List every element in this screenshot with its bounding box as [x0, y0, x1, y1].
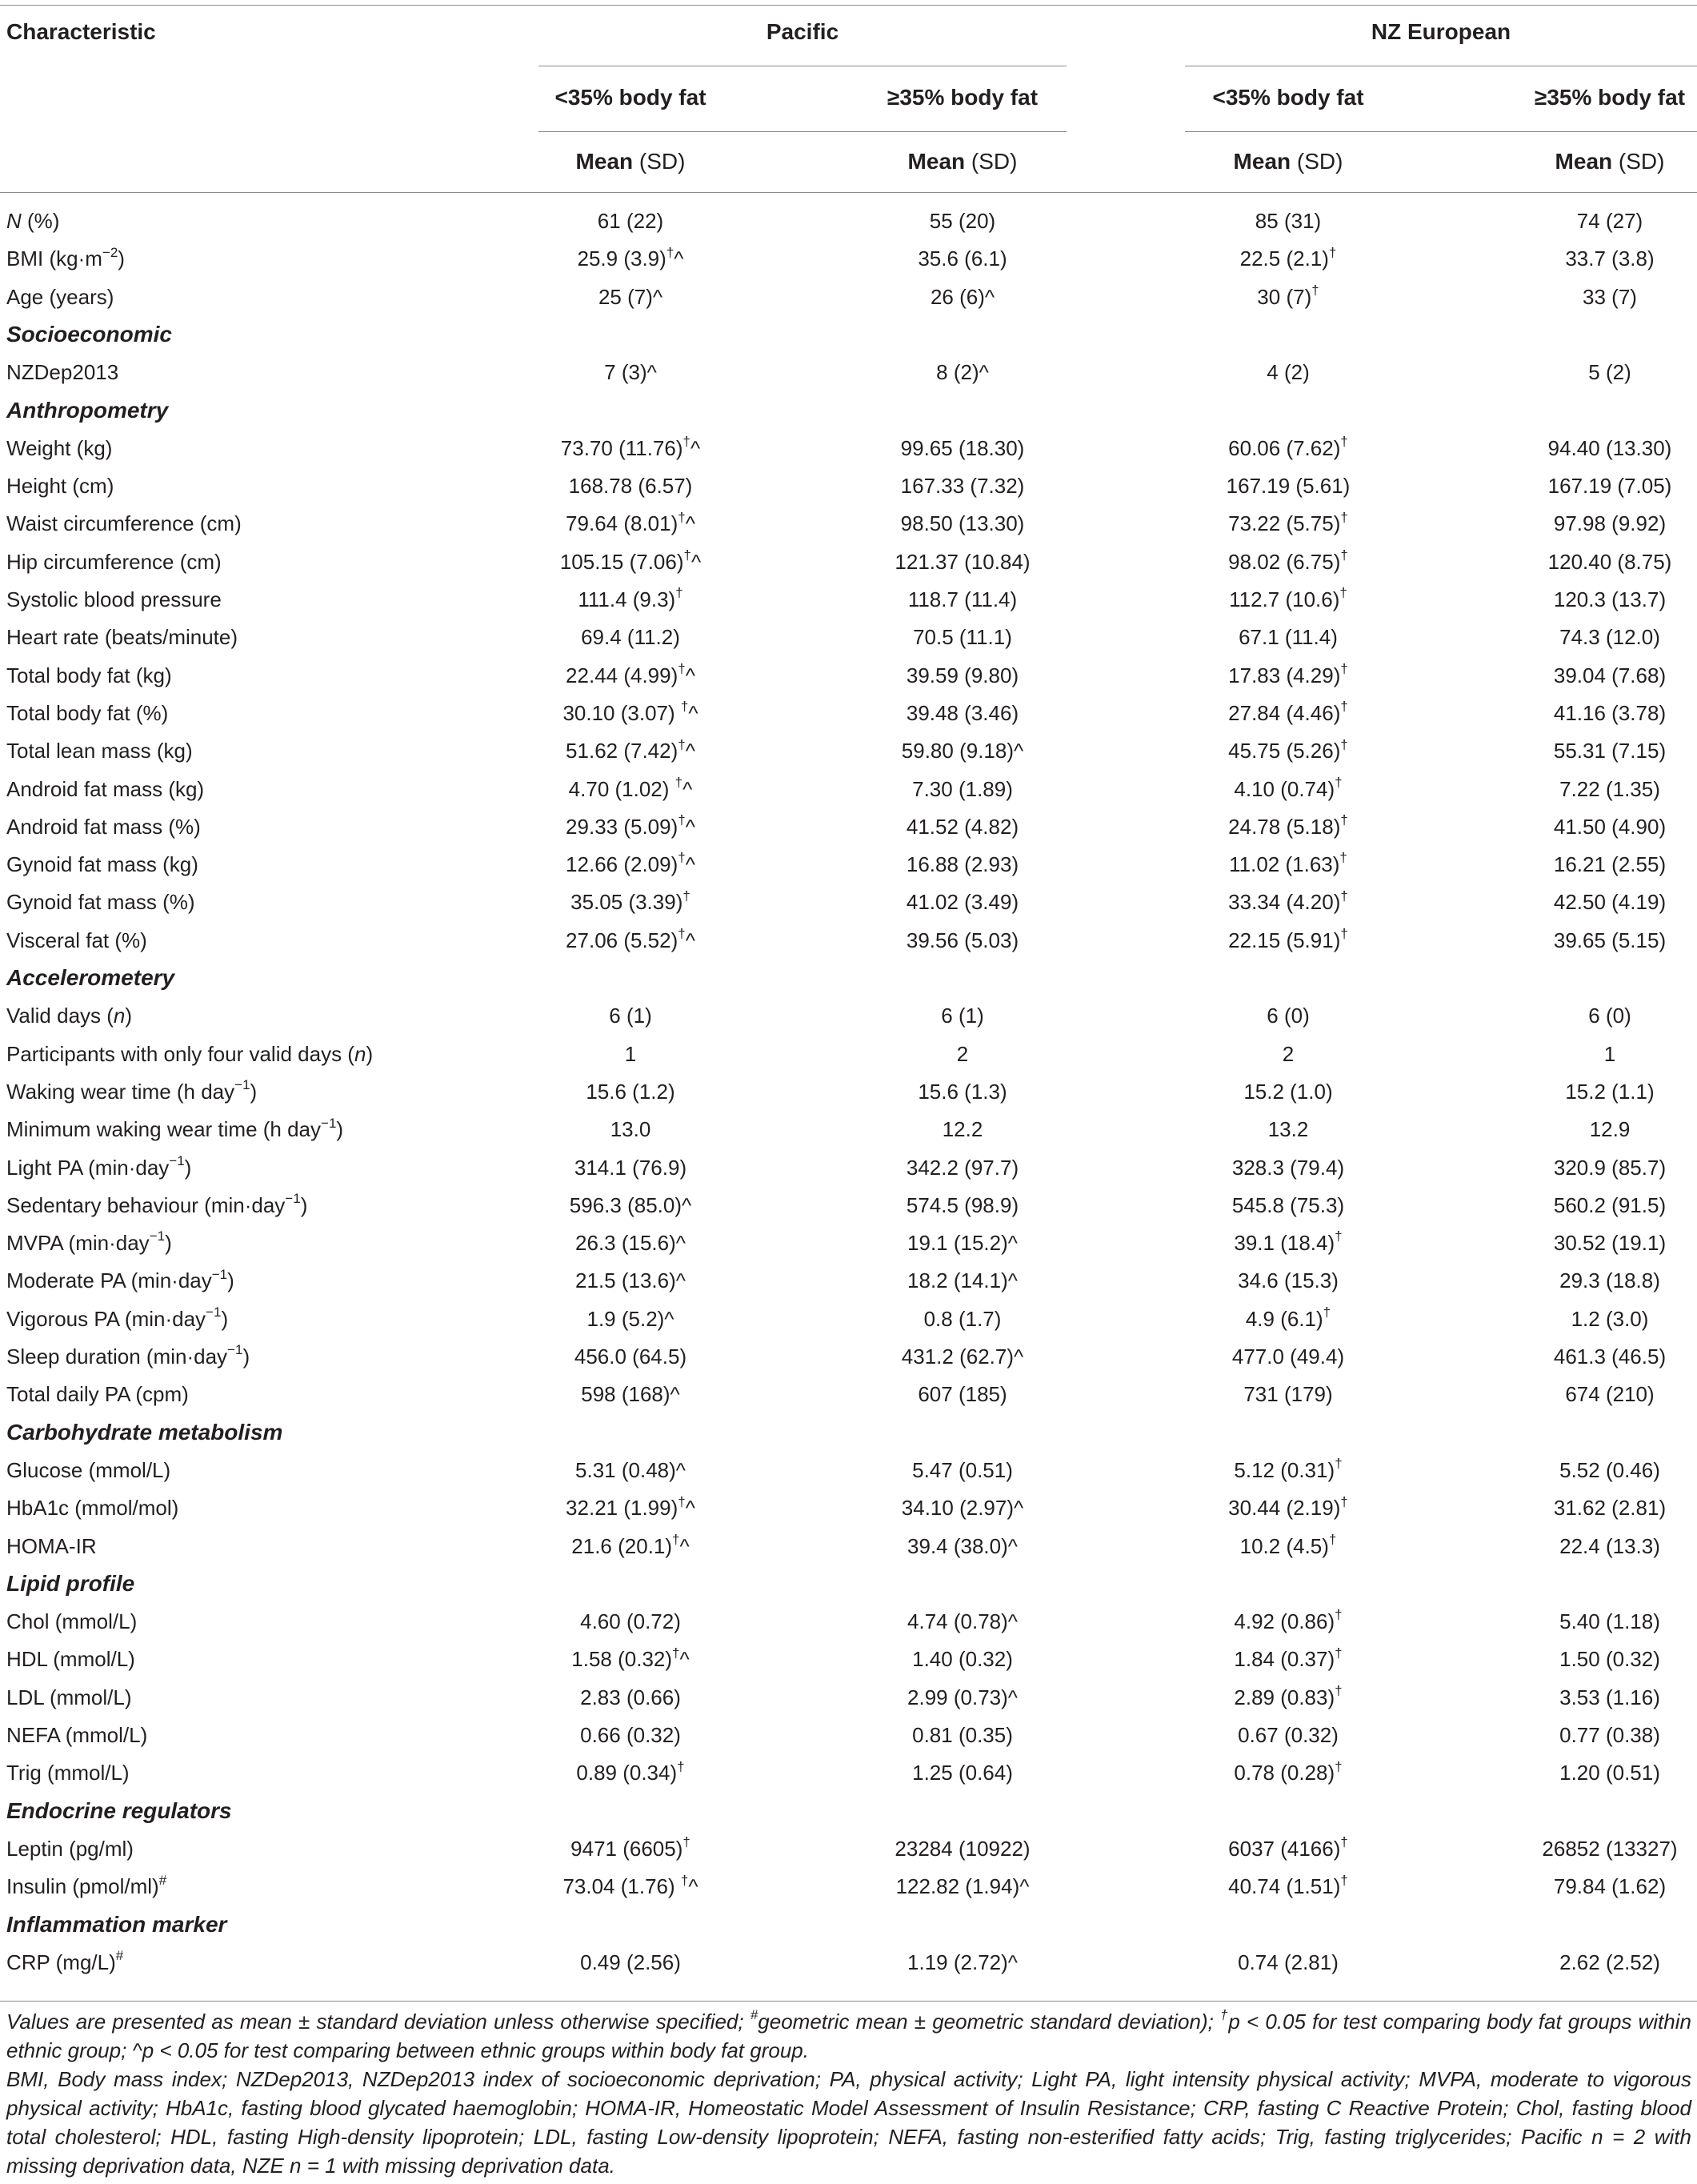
table-cell: 33 (7) [1583, 284, 1637, 309]
table-cell: 0.74 (2.81) [1238, 1950, 1339, 1974]
table-cell: 4.74 (0.78)^ [907, 1609, 1018, 1634]
table-cell: 0.81 (0.35) [912, 1723, 1013, 1747]
table-cell: 121.37 (10.84) [895, 549, 1031, 574]
row-label: Chol (mmol/L) [6, 1609, 138, 1634]
table-cell: 21.6 (20.1)†^ [571, 1531, 690, 1558]
row-label: Total lean mass (kg) [6, 739, 193, 763]
table-cell: 6 (1) [941, 1004, 984, 1028]
table-cell: 4.10 (0.74)† [1234, 774, 1343, 801]
table-cell: 112.7 (10.6)† [1229, 585, 1347, 611]
row-label: CRP (mg/L)# [6, 1948, 124, 1974]
stat-sub: (SD) [971, 149, 1018, 174]
table-cell: 1.58 (0.32)†^ [571, 1645, 690, 1672]
table-cell: 1.25 (0.64) [912, 1761, 1013, 1785]
table-cell: 1 [1603, 1041, 1616, 1066]
top-rule [0, 5, 1697, 6]
table-cell: 1.84 (0.37)† [1234, 1645, 1343, 1672]
row-label: Height (cm) [6, 474, 114, 499]
table-cell: 120.40 (8.75) [1547, 549, 1672, 574]
row-label: Android fat mass (%) [6, 814, 201, 839]
table-cell: 39.65 (5.15) [1553, 928, 1667, 952]
subgroup-header: ≥35% body fat [1534, 85, 1686, 110]
table-cell: 61 (22) [597, 209, 664, 233]
row-label: HbA1c (mmol/mol) [6, 1496, 179, 1521]
table-cell: 39.1 (18.4)† [1234, 1228, 1343, 1256]
table-cell: 35.05 (3.39)† [570, 888, 690, 915]
row-label: Sedentary behaviour (min·day$^{-1}$) [6, 1191, 308, 1217]
table-cell: 35.6 (6.1) [918, 246, 1007, 271]
table-cell: 15.6 (1.3) [918, 1079, 1007, 1104]
stat-sub: (SD) [1618, 149, 1665, 174]
table-cell: 0.66 (0.32) [580, 1723, 681, 1747]
table-cell: 7.30 (1.89) [912, 776, 1013, 801]
group-header-pacific: Pacific [766, 19, 839, 44]
row-label: Leptin (pg/ml) [6, 1836, 134, 1861]
table-cell: 8 (2)^ [936, 360, 989, 385]
stat-header [1555, 147, 1665, 176]
group-header-nz-european: NZ European [1371, 19, 1511, 44]
table-cell: 431.2 (62.7)^ [901, 1344, 1024, 1369]
pacific-subgroup-rule [538, 131, 1067, 132]
table-cell: 9471 (6605)† [570, 1834, 690, 1861]
footnote-values: Values are presented as mean ± standard deviation unless otherwise specified; #geometric mean ± geometric standard deviation); †p < 0.05 for test comparing body fat groups within ethnic group; ^p < 0.05 for test comparing between ethnic groups within body fat group. [6, 2007, 1691, 2062]
table-cell: 328.3 (79.4) [1231, 1155, 1345, 1180]
table-cell: 314.1 (76.9) [574, 1155, 687, 1180]
row-label: Total body fat (%) [6, 700, 169, 725]
table-cell: 79.84 (1.62) [1553, 1874, 1667, 1899]
table-cell: 111.4 (9.3)† [578, 585, 683, 611]
table-cell: 7.22 (1.35) [1559, 776, 1660, 801]
table-cell: 168.78 (6.57) [568, 474, 693, 499]
section-heading: Anthropometry [6, 397, 169, 423]
row-label: NZDep2013 [6, 360, 119, 385]
table-cell: 15.6 (1.2) [586, 1079, 675, 1104]
stat-header [576, 147, 686, 176]
section-heading: Inflammation marker [6, 1911, 227, 1937]
table-cell: 167.19 (7.05) [1547, 474, 1672, 499]
table-cell: 74.3 (12.0) [1559, 625, 1660, 650]
table-cell: 15.2 (1.0) [1243, 1079, 1333, 1104]
table-cell: 27.06 (5.52)†^ [566, 926, 695, 952]
row-label: Total body fat (kg) [6, 663, 172, 687]
table-cell: 30.52 (19.1) [1553, 1231, 1667, 1256]
table-cell: 4.70 (1.02) †^ [568, 774, 693, 801]
table-cell: 12.9 [1589, 1117, 1631, 1142]
table-cell: 5.31 (0.48)^ [575, 1457, 686, 1482]
row-label: Total daily PA (cpm) [6, 1382, 189, 1407]
row-label: Participants with only four valid days (n) [6, 1041, 374, 1066]
table-cell: 2.83 (0.66) [580, 1685, 681, 1709]
stat-sub: (SD) [1296, 149, 1343, 174]
table-cell: 27.84 (4.46)† [1228, 699, 1348, 725]
header-bottom-rule [0, 192, 1697, 193]
table-cell: 105.15 (7.06)†^ [559, 547, 702, 574]
table-cell: 731 (179) [1243, 1382, 1333, 1407]
table-cell: 5.47 (0.51) [912, 1457, 1013, 1482]
row-label: Minimum waking wear time (h day$^{-1}$) [6, 1115, 344, 1142]
table-cell: 596.3 (85.0)^ [569, 1192, 692, 1217]
table-cell: 1.40 (0.32) [912, 1647, 1013, 1672]
table-cell: 23284 (10922) [895, 1836, 1031, 1861]
table-cell: 0.89 (0.34)† [576, 1758, 685, 1785]
table-cell: 674 (210) [1565, 1382, 1655, 1407]
row-label: Waist circumference (cm) [6, 511, 242, 536]
table-cell: 30 (7)† [1257, 282, 1319, 309]
table-cell: 70.5 (11.1) [913, 625, 1012, 650]
stat-main: Mean [907, 149, 966, 174]
table-cell: 2.99 (0.73)^ [907, 1685, 1018, 1709]
table-cell: 73.70 (11.76)†^ [560, 434, 701, 460]
row-label: Heart rate (beats/minute) [6, 625, 238, 650]
table-cell: 2 [1282, 1041, 1295, 1066]
table-cell: 3.53 (1.16) [1559, 1685, 1660, 1709]
table-cell: 2 [956, 1041, 969, 1066]
table-cell: 33.34 (4.20)† [1228, 888, 1348, 915]
section-heading: Carbohydrate metabolism [6, 1419, 283, 1445]
subgroup-header: <35% body fat [1212, 85, 1364, 110]
table-cell: 26 (6)^ [930, 284, 995, 309]
table-cell: 29.3 (18.8) [1559, 1268, 1660, 1293]
table-cell: 98.02 (6.75)† [1228, 547, 1348, 574]
table-cell: 1.20 (0.51) [1559, 1761, 1660, 1785]
table-cell: 545.8 (75.3) [1231, 1192, 1345, 1217]
table-cell: 94.40 (13.30) [1547, 435, 1672, 460]
row-label: Sleep duration (min·day$^{-1}$) [6, 1342, 250, 1369]
table-cell: 18.2 (14.1)^ [907, 1268, 1018, 1293]
table-cell: 16.21 (2.55) [1553, 852, 1667, 877]
table-cell: 2.89 (0.83)† [1234, 1683, 1343, 1709]
table-cell: 22.4 (13.3) [1559, 1533, 1660, 1558]
table-cell: 30.44 (2.19)† [1228, 1493, 1348, 1521]
table-footnotes [6, 2007, 1691, 2180]
table-cell: 0.67 (0.32) [1238, 1723, 1339, 1747]
table-cell: 0.77 (0.38) [1559, 1723, 1660, 1747]
table-cell: 10.2 (4.5)† [1239, 1531, 1337, 1558]
table-cell: 26.3 (15.6)^ [575, 1231, 686, 1256]
subgroup-header: <35% body fat [554, 85, 706, 110]
table-cell: 73.22 (5.75)† [1228, 509, 1348, 536]
stat-header [1234, 147, 1343, 176]
table-cell: 1 [624, 1041, 637, 1066]
table-cell: 167.33 (7.32) [900, 474, 1025, 499]
row-label: Glucose (mmol/L) [6, 1457, 171, 1482]
row-label: BMI $(kg\cdot m^{-2})$ [6, 244, 125, 271]
row-label: HDL (mmol/L) [6, 1647, 135, 1672]
section-heading: Endocrine regulators [6, 1797, 232, 1823]
table-cell: 39.48 (3.46) [906, 700, 1019, 725]
table-cell: 5.12 (0.31)† [1234, 1456, 1343, 1482]
row-label: Waking wear time (h day$^{-1}$) [6, 1077, 258, 1104]
table-cell: 574.5 (98.9) [906, 1192, 1019, 1217]
table-cell: 342.2 (97.7) [906, 1155, 1019, 1180]
table-cell: 45.75 (5.26)† [1228, 736, 1348, 763]
table-cell: 69.4 (11.2) [581, 625, 680, 650]
row-label: Vigorous PA (min·day$^{-1}$) [6, 1304, 229, 1331]
table-cell: 30.10 (3.07) †^ [562, 699, 698, 725]
table-cell: 41.52 (4.82) [906, 814, 1019, 839]
section-heading: Accelerometery [6, 965, 175, 990]
table-cell: 55.31 (7.15) [1553, 739, 1667, 763]
table-cell: 22.44 (4.99)†^ [566, 660, 695, 687]
row-label: N (%) [6, 209, 60, 233]
characteristic-header: Characteristic [6, 19, 156, 44]
row-label: Android fat mass (kg) [6, 776, 205, 801]
table-cell: 0.49 (2.56) [580, 1950, 681, 1974]
stat-main: Mean [1233, 149, 1291, 174]
table-cell: 39.56 (5.03) [906, 928, 1019, 952]
table-cell: 1.50 (0.32) [1559, 1647, 1660, 1672]
table-cell: 5 (2) [1588, 360, 1631, 385]
table-cell: 5.52 (0.46) [1559, 1457, 1660, 1482]
table-cell: 598 (168)^ [581, 1382, 680, 1407]
table-cell: 607 (185) [918, 1382, 1007, 1407]
stat-sub: (SD) [638, 149, 686, 174]
table-cell: 40.74 (1.51)† [1228, 1872, 1348, 1899]
table-cell: 13.2 [1267, 1117, 1309, 1142]
table-cell: 7 (3)^ [604, 360, 657, 385]
table-cell: 6037 (4166)† [1228, 1834, 1348, 1861]
table-cell: 13.0 [610, 1117, 651, 1142]
table-cell: 26852 (13327) [1542, 1836, 1678, 1861]
table-cell: 59.80 (9.18)^ [901, 739, 1024, 763]
table-cell: 0.8 (1.7) [923, 1306, 1002, 1331]
row-label: Light PA (min·day$^{-1}$) [6, 1152, 192, 1180]
row-label: Insulin (pmol/ml)# [6, 1872, 167, 1899]
table-cell: 41.50 (4.90) [1553, 814, 1667, 839]
table-cell: 6 (0) [1267, 1004, 1310, 1028]
table-cell: 31.62 (2.81) [1553, 1496, 1667, 1521]
table-cell: 16.88 (2.93) [906, 852, 1019, 877]
row-label: LDL (mmol/L) [6, 1685, 132, 1709]
table-cell: 34.10 (2.97)^ [901, 1496, 1024, 1521]
table-cell: 98.50 (13.30) [900, 511, 1025, 536]
table-cell: 42.50 (4.19) [1553, 890, 1667, 915]
table-cell: 6 (1) [609, 1004, 652, 1028]
table-cell: 4.60 (0.72) [580, 1609, 681, 1634]
table-cell: 29.33 (5.09)†^ [566, 812, 695, 839]
table-cell: 41.16 (3.78) [1553, 700, 1667, 725]
table-cell: 34.6 (15.3) [1238, 1268, 1339, 1293]
table-cell: 67.1 (11.4) [1239, 625, 1338, 650]
table-cell: 41.02 (3.49) [906, 890, 1019, 915]
section-heading: Lipid profile [6, 1570, 135, 1596]
stat-main: Mean [575, 149, 634, 174]
table-cell: 560.2 (91.5) [1553, 1192, 1667, 1217]
table-cell: 2.62 (2.52) [1559, 1950, 1660, 1974]
table-cell: 22.15 (5.91)† [1228, 926, 1348, 952]
footnote-abbreviations: BMI, Body mass index; NZDep2013, NZDep2013 index of socioeconomic deprivation; PA, physical activity; Light PA, light intensity physical activity; MVPA, moderate to vigorous physical activity; HbA1c, fasting blood glycated haemoglobin; HOMA-IR, Homeostatic Model Assessment of Insulin Resistance; CRP, fasting C Reactive Protein; Chol, fasting blood total cholesterol; HDL, fasting High-density lipoprotein; LDL, fasting Low-density lipoprotein; NEFA, fasting non-esterified fatty acids; Trig, fasting triglycerides; Pacific n = 2 with missing deprivation data, NZE n = 1 with missing deprivation data. [6, 2067, 1691, 2178]
section-heading: Socioeconomic [6, 321, 172, 347]
stat-main: Mean [1555, 149, 1613, 174]
table-cell: 79.64 (8.01)†^ [566, 509, 695, 536]
row-label: Gynoid fat mass (kg) [6, 852, 198, 877]
table-cell: 99.65 (18.30) [900, 435, 1025, 460]
table-cell: 39.59 (9.80) [906, 663, 1019, 687]
table-cell: 1.19 (2.72)^ [907, 1950, 1018, 1974]
row-label: Hip circumference (cm) [6, 549, 222, 574]
table-cell: 5.40 (1.18) [1559, 1609, 1660, 1634]
table-cell: 51.62 (7.42)†^ [566, 736, 695, 763]
table-cell: 21.5 (13.6)^ [575, 1268, 686, 1293]
table-cell: 11.02 (1.63)† [1229, 850, 1347, 877]
table-cell: 456.0 (64.5) [574, 1344, 687, 1369]
table-cell: 33.7 (3.8) [1565, 246, 1655, 271]
table-cell: 1.2 (3.0) [1571, 1306, 1649, 1331]
table-cell: 167.19 (5.61) [1226, 474, 1351, 499]
table-bottom-rule [0, 2001, 1697, 2002]
table-cell: 15.2 (1.1) [1565, 1079, 1655, 1104]
table-cell: 39.04 (7.68) [1553, 663, 1667, 687]
table-cell: 461.3 (46.5) [1553, 1344, 1667, 1369]
row-label: Gynoid fat mass (%) [6, 890, 195, 915]
table-cell: 6 (0) [1588, 1004, 1631, 1028]
nz-european-subgroup-rule [1185, 131, 1697, 132]
row-label: Trig (mmol/L) [6, 1761, 130, 1785]
table-cell: 118.7 (11.4) [907, 587, 1018, 611]
table-cell: 60.06 (7.62)† [1228, 434, 1348, 460]
table-cell: 19.1 (15.2)^ [907, 1231, 1018, 1256]
row-label: MVPA (min·day$^{-1}$) [6, 1228, 172, 1256]
subgroup-header: ≥35% body fat [887, 85, 1039, 110]
table-cell: 55 (20) [929, 209, 996, 233]
table-cell: 120.3 (13.7) [1553, 587, 1667, 611]
table-cell: 97.98 (9.92) [1553, 511, 1667, 536]
table-cell: 12.2 [942, 1117, 983, 1142]
table-cell: 24.78 (5.18)† [1228, 812, 1348, 839]
row-label: Systolic blood pressure [6, 587, 222, 611]
row-label: NEFA (mmol/L) [6, 1723, 148, 1747]
table-cell: 25 (7)^ [598, 284, 663, 309]
table-cell: 32.21 (1.99)†^ [566, 1493, 695, 1521]
table-cell: 320.9 (85.7) [1553, 1155, 1667, 1180]
table-cell: 85 (31) [1255, 209, 1322, 233]
table-cell: 73.04 (1.76) †^ [562, 1872, 698, 1899]
table-cell: 4 (2) [1267, 360, 1310, 385]
row-label: Valid days (n) [6, 1004, 133, 1028]
table-cell: 4.9 (6.1)† [1245, 1304, 1331, 1331]
table-cell: 25.9 (3.9)†^ [577, 244, 684, 271]
row-label: Moderate PA (min·day$^{-1}$) [6, 1266, 234, 1293]
table-cell: 4.92 (0.86)† [1234, 1607, 1343, 1634]
table-cell: 17.83 (4.29)† [1228, 660, 1348, 687]
table-cell: 1.9 (5.2)^ [586, 1306, 674, 1331]
table-cell: 74 (27) [1576, 209, 1643, 233]
table-cell: 39.4 (38.0)^ [907, 1533, 1018, 1558]
row-label: HOMA-IR [6, 1533, 97, 1558]
table-cell: 122.82 (1.94)^ [895, 1874, 1030, 1899]
table-cell: 477.0 (49.4) [1231, 1344, 1345, 1369]
stat-header [908, 147, 1018, 176]
row-label: Age (years) [6, 284, 114, 309]
table-cell: 12.66 (2.09)†^ [566, 850, 695, 877]
table-cell: 22.5 (2.1)† [1239, 244, 1337, 271]
table-cell: 0.78 (0.28)† [1234, 1758, 1343, 1785]
row-label: Weight (kg) [6, 435, 113, 460]
row-label: Visceral fat (%) [6, 928, 147, 952]
